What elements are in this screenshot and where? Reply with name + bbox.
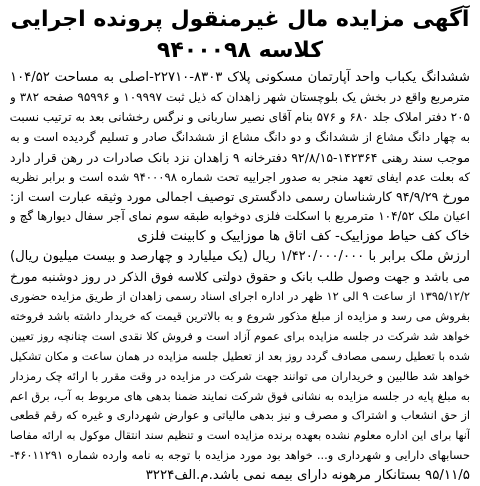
body-line: موجب سند رهنی ۱۴۲۳۶۴-۹۲/۸/۱۵ دفترخانه ۹ زاهدان نزد بانک صادرات در رهن قرار دارد — [10, 149, 470, 165]
body-line: ۱۳۹۵/۱۲/۲ از ساعت ۹ الی ۱۲ ظهر در اداره اجرای اسناد رسمی زاهدان از طریق مزایده حضوری — [10, 288, 470, 303]
body-line: ۹۵/۱۱/۵ بستانکار مرهونه دارای بیمه نمی باشد.م.الف۳۲۲۴ — [145, 468, 470, 484]
body-line: خاک کف حیاط موزاییک- کف اتاق ها موزاییک و کابینت فلزی — [137, 229, 470, 245]
body-line: ششدانگ یکباب واحد آپارتمان مسکونی پلاک ۸۳۰۳-۲۲۷۱۰-اصلی به مساحت ۱۰۴/۵۲ — [10, 70, 470, 85]
body-line: شده با تعطیل رسمی مصادف گردد روز بعد از تعطیل جلسه مزایده در همان ساعت و مکان تشکیل — [10, 349, 470, 363]
case-number: کلاسه ۹۴۰۰۰۹۸ — [156, 38, 324, 63]
body-line: خواهد شد شرکت در جلسه مزایده برای عموم آزاد است و فروش کلا نقدی است چنانچه روز تعیین — [10, 329, 470, 343]
body-line: خواهد شد طالبین و خریداران می توانند جهت شرکت در مزایده در وقت مقرر با ارائه چک رمزدار — [10, 368, 470, 383]
body-line: مورخ ۹۴/۹/۲۹ کارشناسان رسمی دادگستری توصیف اجمالی مورد وثیقه عبارت است از: — [10, 189, 470, 205]
body-line: به چهار دانگ مشاع از ششدانگ و دو دانگ مشاع از ششدانگ صادر و تسلیم گردیده است و به — [10, 129, 470, 144]
notice-body — [10, 68, 470, 486]
body-line: بفروش می رسد و مزایده از مبلغ مذکور شروع و به بالاترین قیمت که خریدار داشته باشد فروخته — [10, 308, 470, 323]
body-line: از حق انشعاب و اشتراک و مصرف و نیز بدهی مالیاتی و عوارض شهرداری و غیره که رقم قطعی — [10, 408, 470, 423]
body-line: آنها برای این اداره معلوم نشده بعهده برنده مزایده است و تنظیم سند انتقال موکول به ارائه مفاصا — [10, 429, 470, 443]
notice-title: آگهی مزایده مال غیرمنقول پرونده اجرایی — [10, 7, 470, 32]
body-line: ۲۰۵ دفتر املاک جلد ۶۸۰ و ۵۷۶ بنام آقای نصیر ساربانی و نرگس رخشانی بعد به ترتیب نسبت — [10, 109, 470, 124]
body-line: حسابهای دارایی و شهرداری و... خواهد بود مورد مزایده با توجه به نامه وارده شماره ۴۶۰۱۱۲۹۱- — [10, 448, 470, 463]
body-line: می باشد و جهت وصول طلب بانک و حقوق دولتی کلاسه فوق الذکر در روز دوشنبه مورخ — [10, 269, 470, 285]
body-line: اعیان ملک ۱۰۴/۵۲ مترمربع با اسکلت فلزی دوخوابه طبقه سوم نمای آجر سفال دیوارها گچ و — [10, 209, 470, 224]
body-line: که بعلت عدم ایفای تعهد منجر به صدور اجراییه تحت شماره ۹۴۰۰۰۹۸ شده است و برابر نظریه — [10, 169, 470, 184]
body-line: به مبلغ پایه در جلسه مزایده به نشانی فوق شرکت نمایند ضمنا بدهی های مربوط به آب، برق اعم — [10, 388, 470, 403]
body-line: مترمربع واقع در بخش یک بلوچستان شهر زاهدان که ذیل ثبت ۱۰۹۹۹۷ و ۹۵۹۹۶ صفحه ۳۸۲ و — [10, 89, 470, 104]
body-line: ارزش ملک برابر با ۱/۴۲۰/۰۰۰/۰۰۰ ریال (یک میلیارد و چهارصد و بیست میلیون ریال) — [10, 249, 470, 265]
